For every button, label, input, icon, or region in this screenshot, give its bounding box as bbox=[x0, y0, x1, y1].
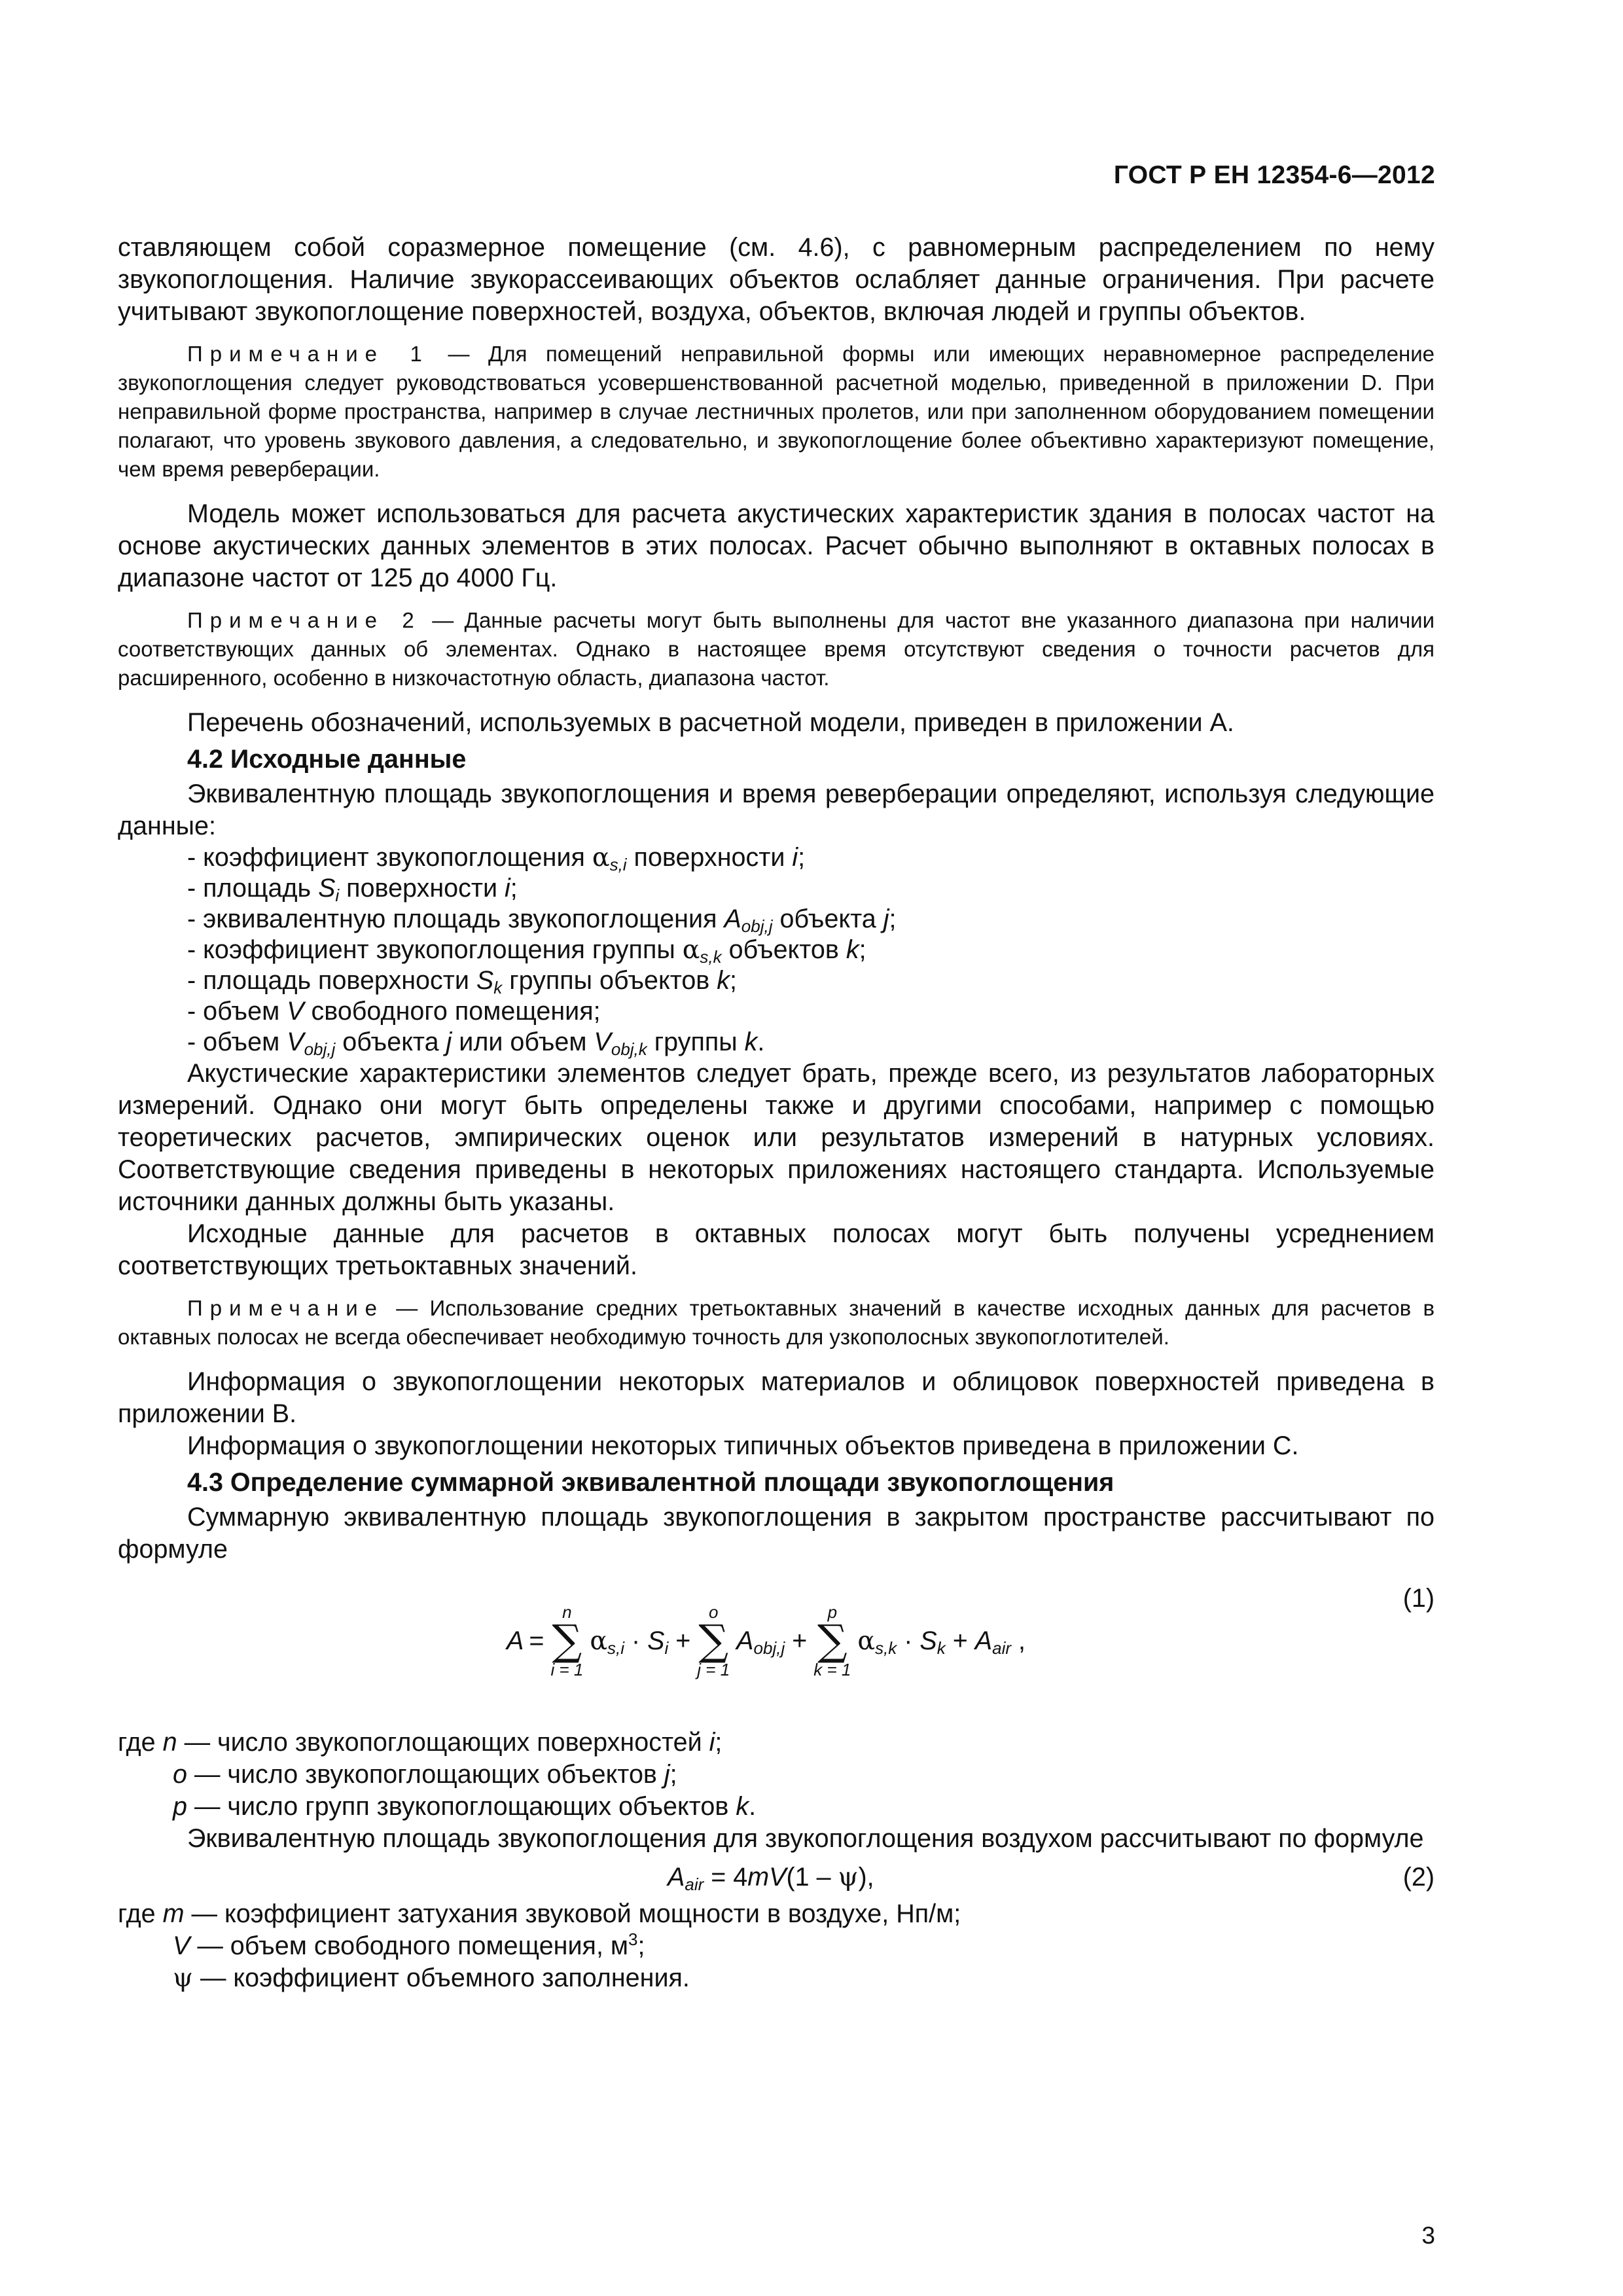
equation-number: (2) bbox=[1402, 1863, 1435, 1892]
where-list-1: где n — число звукопоглощающих поверхностей i; bbox=[118, 1728, 722, 1757]
note-2 bbox=[118, 606, 1435, 692]
list-item: - коэффициент звукопоглощения $\alpha_{s,i}$ поверхности i; bbox=[187, 842, 1435, 873]
page-content bbox=[118, 232, 1435, 1994]
paragraph-continuation: ставляющем собой соразмерное помещение (см. 4.6), с равномерным распределением по нему звукопоглощения. Наличие звукорассеивающих объектов ослабляет данные ограничения. При расчете учитывают звукопоглощение поверхностей, воздуха, объектов, включая людей и группы объектов. bbox=[118, 233, 1435, 326]
input-data-list bbox=[118, 842, 1435, 1058]
equation-number: (1) bbox=[1402, 1584, 1435, 1613]
page-number: 3 bbox=[1421, 2222, 1435, 2249]
list-item: - объем V свободного помещения; bbox=[187, 996, 1435, 1027]
paragraph-annex-c: Информация о звукопоглощении некоторых типичных объектов приведена в приложении С. bbox=[187, 1431, 1299, 1460]
list-item: - объем $V_{obj,j}$ объекта j или объем $V_{obj,k}$ группы k. bbox=[187, 1027, 1435, 1058]
paragraph-input-data: Эквивалентную площадь звукопоглощения и время реверберации определяют, используя следующие данные: bbox=[118, 780, 1435, 840]
equation-1 bbox=[118, 1583, 1435, 1707]
note-label: Примечание 2 bbox=[187, 608, 421, 632]
paragraph-model: Модель может использоваться для расчета акустических характеристик здания в полосах частот на основе акустических данных элементов в этих полосах. Расчет обычно выполняют в октавных полосах в диапазоне частот от 125 до 4000 Гц. bbox=[118, 499, 1435, 592]
equation-1-formula: A = n ∑ i = 1 $\alpha_{s,i} \cdot S_i$ + o ∑ j = 1 $A_{obj,j}$ + p ∑ k = 1 $\alpha_{s,k} \cdot S_k + A_{air}$ , bbox=[507, 1602, 1026, 1679]
where-item: o — число звукопоглощающих объектов j; bbox=[173, 1760, 677, 1789]
equation-2-formula: $A_{air} = 4mV(1 - \psi)$, bbox=[668, 1862, 874, 1894]
page-header: ГОСТ Р ЕН 12354-6—2012 bbox=[1113, 161, 1435, 189]
list-item: - площадь $S_i$ поверхности i; bbox=[187, 873, 1435, 904]
note-text: — Данные расчеты могут быть выполнены для частот вне указанного диапазона при наличии соответствующих данных об элементах. Однако в настоящее время отсутствуют сведения о точности расчетов для расширенного, особенно в низкочастотную область, диапазона частот. bbox=[118, 608, 1435, 690]
note-1 bbox=[118, 340, 1435, 484]
list-item: - коэффициент звукопоглощения группы $\alpha_{s,k}$ объектов k; bbox=[187, 935, 1435, 965]
paragraph-characteristics: Акустические характеристики элементов следует брать, прежде всего, из результатов лабораторных измерений. Однако они могут быть определены также и другими способами, например с помощью теоретических расчетов, эмпирических оценок или результатов измерений в натурных условиях. Соответствующие сведения приведены в некоторых приложениях настоящего стандарта. Используемые источники данных должны быть указаны. bbox=[118, 1059, 1435, 1216]
note-label: Примечание 1 bbox=[187, 342, 429, 366]
sum-symbol: n ∑ i = 1 bbox=[550, 1602, 584, 1679]
note-text: — Использование средних третьоктавных значений в качестве исходных данных для расчетов в октавных полосах не всегда обеспечивает необходимую точность для узкополосных звукопоглотителей. bbox=[118, 1296, 1435, 1349]
paragraph-octave: Исходные данные для расчетов в октавных полосах могут быть получены усреднением соответствующих третьоктавных значений. bbox=[118, 1219, 1435, 1280]
section-heading-4-3: 4.3 Определение суммарной эквивалентной площади звукопоглощения bbox=[187, 1468, 1115, 1497]
list-item: - площадь поверхности $S_k$ группы объектов k; bbox=[187, 965, 1435, 996]
sum-symbol: o ∑ j = 1 bbox=[697, 1602, 730, 1679]
note-3 bbox=[118, 1294, 1435, 1352]
paragraph-symbols: Перечень обозначений, используемых в расчетной модели, приведен в приложении А. bbox=[187, 708, 1234, 737]
where-list-2: где m — коэффициент затухания звуковой мощности в воздухе, Нп/м; bbox=[118, 1899, 961, 1928]
note-text: — Для помещений неправильной формы или имеющих неравномерное распределение звукопоглощения следует руководствоваться усовершенствованной расчетной моделью, приведенной в приложении D. При неправильной форме пространства, например в случае лестничных пролетов, или при заполненном оборудованием помещении полагают, что уровень звукового давления, а следовательно, и звукопоглощение более объективно характеризуют помещение, чем время реверберации. bbox=[118, 342, 1435, 481]
sum-symbol: p ∑ k = 1 bbox=[813, 1602, 851, 1679]
where-item: p — число групп звукопоглощающих объектов k. bbox=[173, 1792, 757, 1821]
equation-2 bbox=[118, 1857, 1435, 1898]
section-heading-4-2: 4.2 Исходные данные bbox=[187, 745, 467, 774]
paragraph-total-absorption: Суммарную эквивалентную площадь звукопоглощения в закрытом пространстве рассчитывают по формуле bbox=[118, 1503, 1435, 1564]
note-label: Примечание bbox=[187, 1296, 385, 1320]
paragraph-annex-b: Информация о звукопоглощении некоторых материалов и облицовок поверхностей приведена в приложении В. bbox=[118, 1367, 1435, 1428]
where-item: ψ — коэффициент объемного заполнения. bbox=[173, 1963, 690, 1993]
paragraph-air-absorption: Эквивалентную площадь звукопоглощения для звукопоглощения воздухом рассчитывают по формуле bbox=[187, 1824, 1424, 1853]
list-item: - эквивалентную площадь звукопоглощения $A_{obj,j}$ объекта j; bbox=[187, 904, 1435, 935]
where-item: V — объем свободного помещения, $м^3$; bbox=[173, 1929, 645, 1960]
